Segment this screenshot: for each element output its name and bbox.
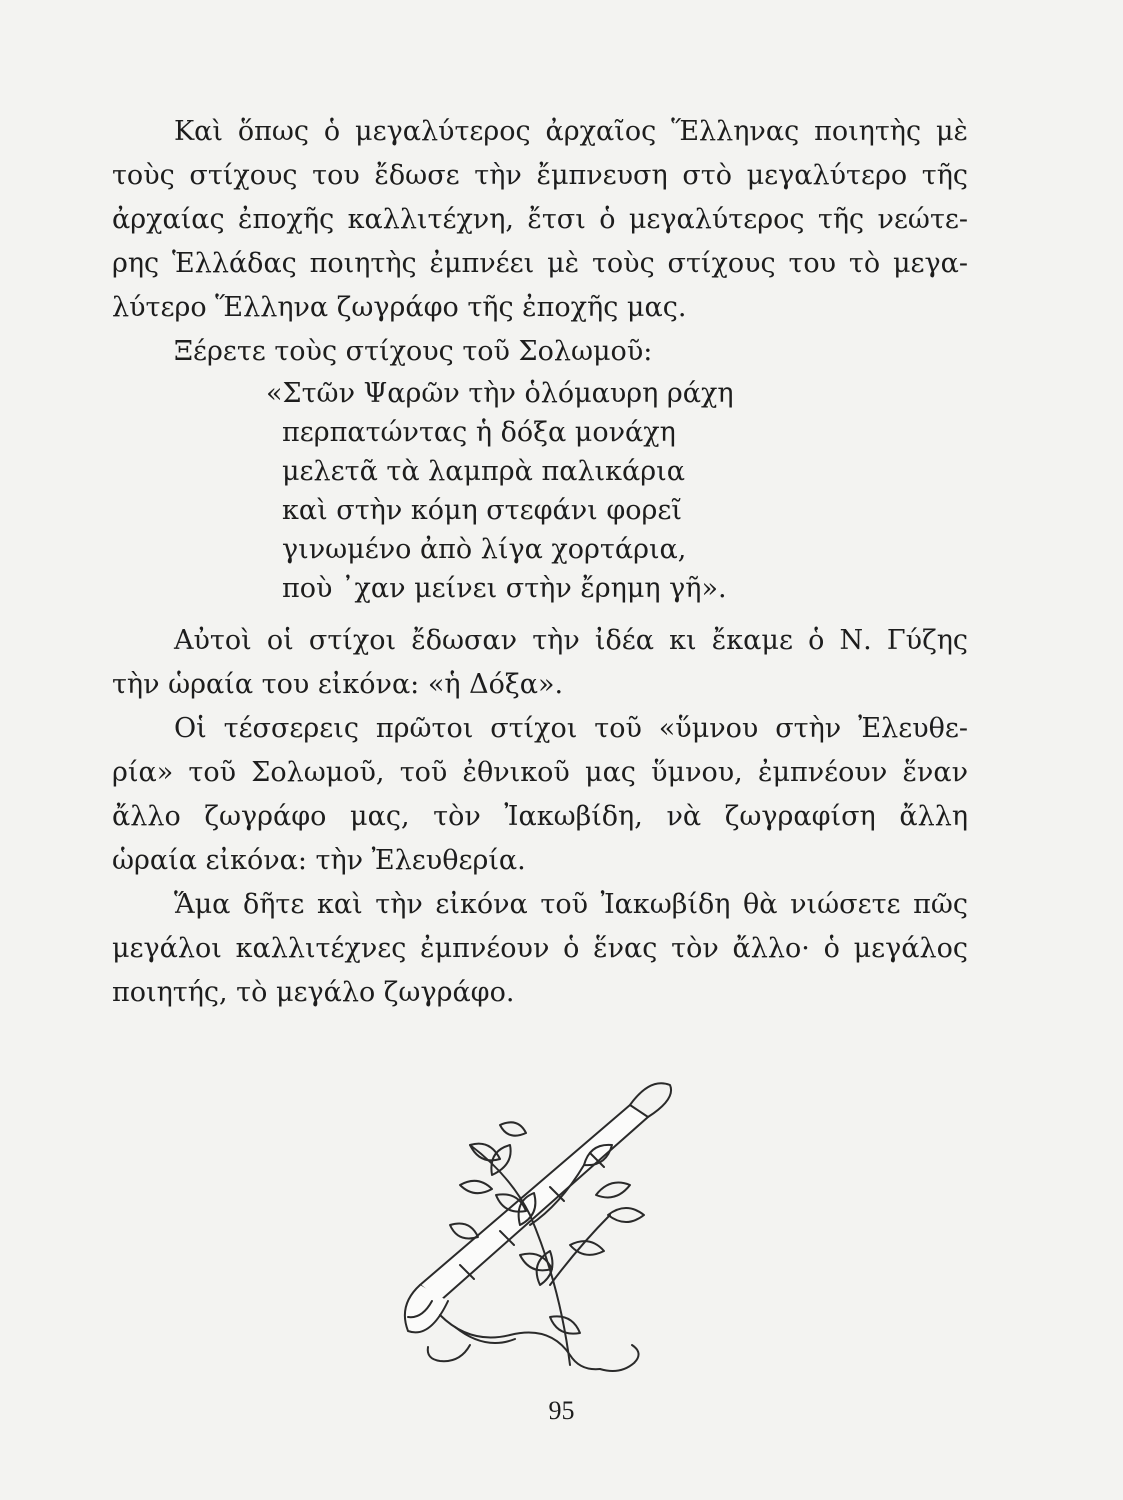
paragraph-2 [112,330,968,374]
poem-quote [112,374,968,608]
text-line: ποιητής, τὸ μεγάλο ζωγράφο. [112,977,515,1008]
text-line: Οἱ τέσσερεις πρῶτοι στίχοι τοῦ «ὕμνου στὴν Ἐλευθε- [174,713,968,744]
paragraph-3 [112,619,968,707]
text-line: Καὶ ὅπως ὁ μεγαλύτερος ἀρχαῖος Ἕλληνας ποιητὴς μὲ [174,116,968,147]
text-line: Ξέρετε τοὺς στίχους τοῦ Σολωμοῦ: [174,336,653,367]
text-line: μεγάλοι καλλιτέχνες ἐμπνέουν ὁ ἕνας τὸν ἄλλο· ὁ μεγάλος [112,933,968,964]
paragraph-4 [112,707,968,883]
text-line: Ἅμα δῆτε καὶ τὴν εἰκόνα τοῦ Ἰακωβίδη θὰ νιώσετε πῶς [174,889,968,920]
poem-line: ποὺ ᾿χαν μείνει στὴν ἔρημη γῆ». [282,573,727,604]
text-line: ἀρχαίας ἐποχῆς καλλιτέχνη, ἔτσι ὁ μεγαλύτερος τῆς νεώτε- [112,204,968,235]
text-line: τὴν ὡραία του εἰκόνα: «ἡ Δόξα». [112,669,564,700]
text-line: Αὐτοὶ οἱ στίχοι ἔδωσαν τὴν ἰδέα κι ἔκαμε ὁ Ν. Γύζης [174,625,968,656]
text-line: ἄλλο ζωγράφο μας, τὸν Ἰακωβίδη, νὰ ζωγραφίση ἄλλη [112,801,968,832]
paragraph-5 [112,883,968,1015]
poem-line: «Στῶν Ψαρῶν τὴν ὁλόμαυρη ράχη [266,378,734,409]
poem-line: περπατώντας ἡ δόξα μονάχη [282,417,676,448]
page-body [112,110,968,1015]
text-line: ὡραία εἰκόνα: τὴν Ἐλευθερία. [112,845,526,876]
poem-line: γινωμένο ἀπὸ λίγα χορτάρια, [282,534,687,565]
text-line: ρία» τοῦ Σολωμοῦ, τοῦ ἐθνικοῦ μας ὕμνου, ἐμπνέουν ἕναν [112,757,968,788]
poem-line: μελετᾶ τὰ λαμπρὰ παλικάρια [282,456,685,487]
paragraph-1 [112,110,968,330]
text-line: ρης Ἑλλάδας ποιητὴς ἐμπνέει μὲ τοὺς στίχους του τὸ μεγα- [112,248,968,279]
page-number: 95 [548,1396,575,1425]
text-line: λύτερο Ἕλληνα ζωγράφο τῆς ἐποχῆς μας. [112,292,687,323]
text-line: τοὺς στίχους του ἔδωσε τὴν ἔμπνευση στὸ μεγαλύτερο τῆς [112,160,968,191]
laurel-and-trumpet-icon [400,1065,730,1395]
poem-line: καὶ στὴν κόμη στεφάνι φορεῖ [282,495,682,526]
